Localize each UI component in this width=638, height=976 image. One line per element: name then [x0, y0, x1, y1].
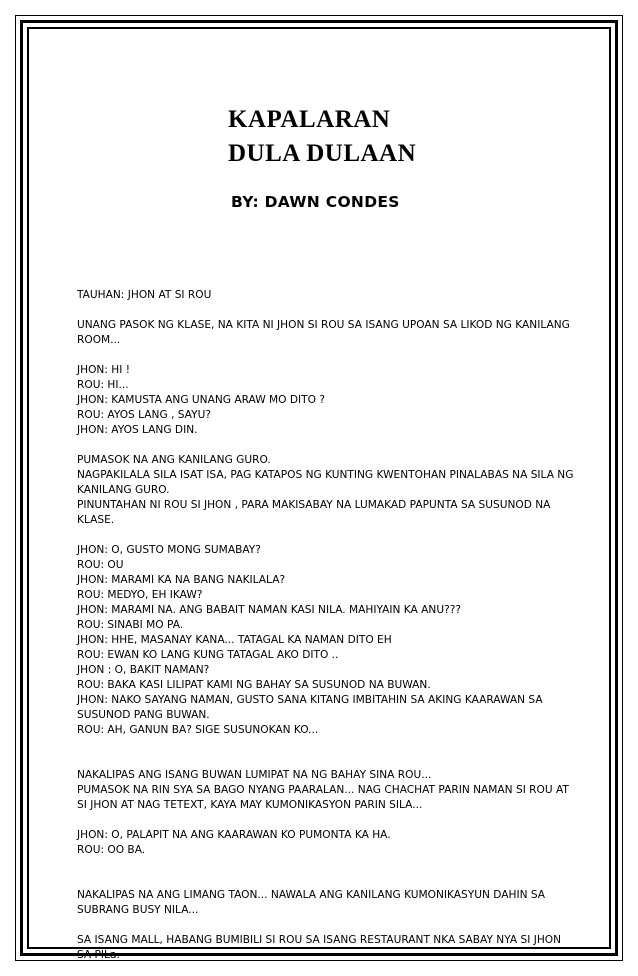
- text-line: SUBRANG BUSY NILA...: [77, 904, 199, 916]
- text-line: NAGPAKILALA SILA ISAT ISA, PAG KATAPOS NG KUNTING KWENTOHAN PINALABAS NA SILA NG: [77, 469, 574, 481]
- text-line: TAUHAN: JHON AT SI ROU: [77, 289, 212, 301]
- text-line: ROU: SINABI MO PA.: [77, 619, 184, 631]
- text-line: JHON: O, GUSTO MONG SUMABAY?: [77, 544, 261, 556]
- text-line: ROU: AH, GANUN BA? SIGE SUSUNOKAN KO...: [77, 724, 319, 736]
- text-line: JHON: NAKO SAYANG NAMAN, GUSTO SANA KITANG IMBITAHIN SA AKING KAARAWAN SA: [77, 694, 543, 706]
- text-line: ROU: MEDYO, EH IKAW?: [77, 589, 203, 601]
- paragraph: [77, 288, 577, 303]
- paragraph: [77, 453, 577, 528]
- text-line: NAKALIPAS ANG ISANG BUWAN LUMIPAT NA NG BAHAY SINA ROU...: [77, 769, 432, 781]
- text-line: KLASE.: [77, 514, 115, 526]
- paragraph: [77, 543, 577, 738]
- text-line: NAKALIPAS NA ANG LIMANG TAON... NAWALA ANG KANILANG KUMONIKASYUN DAHIN SA: [77, 889, 546, 901]
- text-line: PUMASOK NA RIN SYA SA BAGO NYANG PAARALAN... NAG CHACHAT PARIN NAMAN SI ROU AT: [77, 784, 569, 796]
- text-line: JHON: HI !: [77, 364, 130, 376]
- text-line: ROOM...: [77, 334, 121, 346]
- text-line: PINUNTAHAN NI ROU SI JHON , PARA MAKISABAY NA LUMAKAD PAPUNTA SA SUSUNOD NA: [77, 499, 551, 511]
- text-line: JHON: KAMUSTA ANG UNANG ARAW MO DITO ?: [77, 394, 325, 406]
- text-line: SA ISANG MALL, HABANG BUMIBILI SI ROU SA ISANG RESTAURANT NKA SABAY NYA SI JHON: [77, 934, 562, 946]
- text-line: ROU: EWAN KO LANG KUNG TATAGAL AKO DITO ..: [77, 649, 339, 661]
- paragraph: [77, 318, 577, 348]
- document-body: [77, 288, 577, 963]
- paragraph: [77, 363, 577, 438]
- text-line: SUSUNOD PANG BUWAN.: [77, 709, 210, 721]
- title-line-2: DULA DULAAN: [228, 140, 417, 167]
- text-line: SA PILa.: [77, 949, 120, 961]
- text-line: KANILANG GURO.: [77, 484, 170, 496]
- byline: BY: DAWN CONDES: [231, 193, 400, 211]
- title-line-1: KAPALARAN: [228, 106, 391, 133]
- text-line: ROU: BAKA KASI LILIPAT KAMI NG BAHAY SA SUSUNOD NA BUWAN.: [77, 679, 431, 691]
- text-line: UNANG PASOK NG KLASE, NA KITA NI JHON SI ROU SA ISANG UPOAN SA LIKOD NG KANILANG: [77, 319, 570, 331]
- paragraph: [77, 828, 577, 858]
- text-line: JHON: MARAMI NA. ANG BABAIT NAMAN KASI NILA. MAHIYAIN KA ANU???: [77, 604, 461, 616]
- text-line: JHON: MARAMI KA NA BANG NAKILALA?: [77, 574, 286, 586]
- paragraph: [77, 888, 577, 918]
- text-line: JHON: HHE, MASANAY KANA... TATAGAL KA NAMAN DITO EH: [77, 634, 392, 646]
- paragraph: [77, 933, 577, 963]
- text-line: SI JHON AT NAG TETEXT, KAYA MAY KUMONIKASYON PARIN SILA...: [77, 799, 423, 811]
- text-line: ROU: OU: [77, 559, 124, 571]
- text-line: ROU: AYOS LANG , SAYU?: [77, 409, 211, 421]
- text-line: JHON : O, BAKIT NAMAN?: [77, 664, 210, 676]
- text-line: ROU: OO BA.: [77, 844, 146, 856]
- text-line: PUMASOK NA ANG KANILANG GURO.: [77, 454, 271, 466]
- text-line: JHON: AYOS LANG DIN.: [77, 424, 198, 436]
- text-line: JHON: O, PALAPIT NA ANG KAARAWAN KO PUMONTA KA HA.: [77, 829, 391, 841]
- text-line: ROU: HI...: [77, 379, 129, 391]
- paragraph: [77, 768, 577, 813]
